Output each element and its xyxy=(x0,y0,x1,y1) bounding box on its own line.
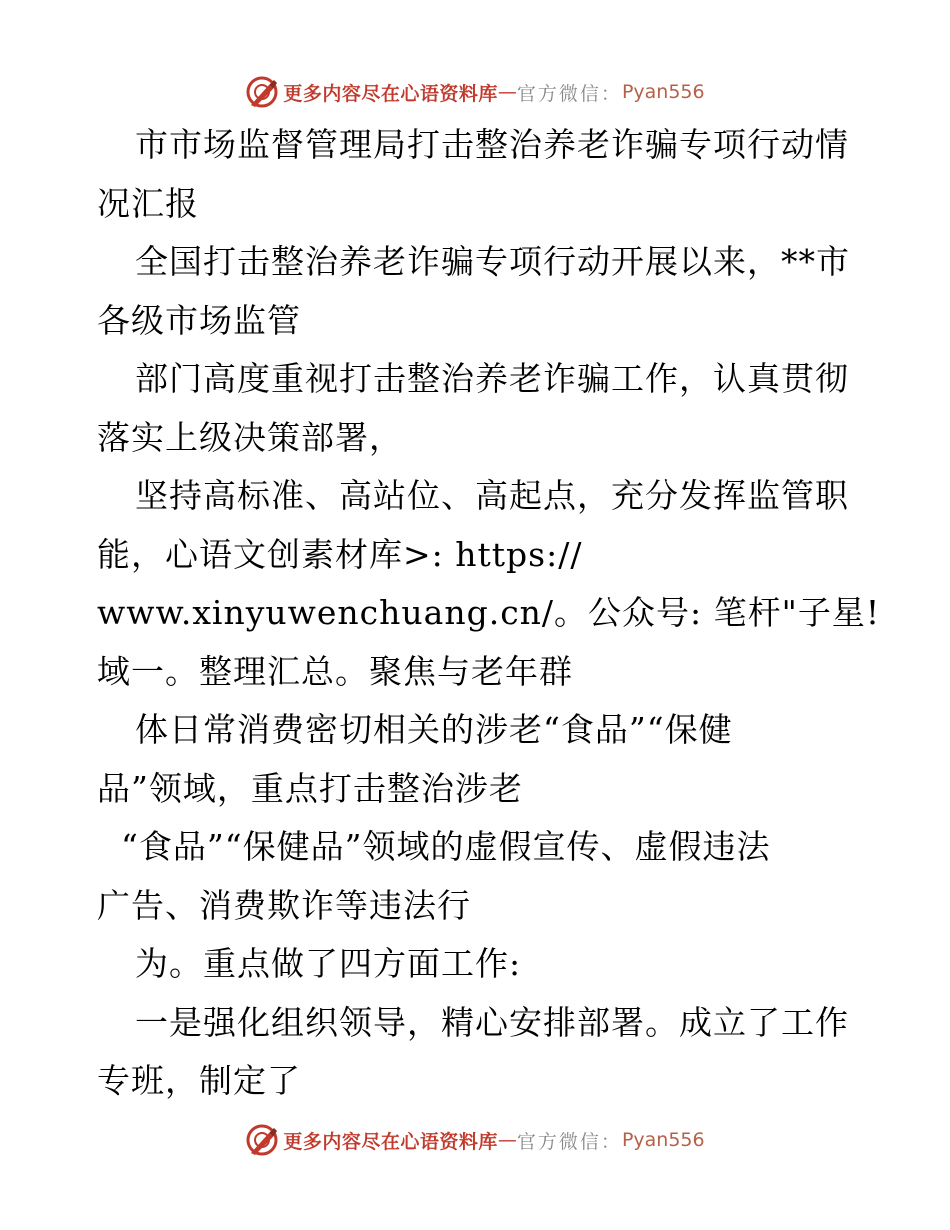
watermark-dash: — xyxy=(497,81,517,103)
doc-line-13: “食品”“保健品”领域的虚假宣传、虚假违法 xyxy=(121,827,771,866)
doc-line-12: 品”领域，重点打击整治涉老 xyxy=(97,768,523,808)
doc-line-15: 为。重点做了四方面工作: xyxy=(135,944,522,983)
doc-line-16: 一是强化组织领导，精心安排部署。成立了工作 xyxy=(135,1002,849,1042)
doc-line-5: 部门高度重视打击整治养老诈骗工作，认真贯彻 xyxy=(135,359,849,398)
doc-line-11: 体日常消费密切相关的涉老“食品”“保健 xyxy=(135,710,733,749)
doc-line-2: 况汇报 xyxy=(97,183,199,223)
watermark-official-label: 官方微信： xyxy=(516,1130,622,1153)
watermark-dash: — xyxy=(497,1129,517,1151)
document-body xyxy=(97,116,881,1111)
pen-logo-icon xyxy=(245,1123,279,1157)
header-watermark xyxy=(0,72,950,112)
pen-logo-icon xyxy=(245,75,279,109)
watermark-brand-text: 更多内容尽在心语资料库 xyxy=(283,1130,498,1153)
doc-line-4: 各级市场监管 xyxy=(97,300,301,340)
watermark-official-label: 官方微信： xyxy=(516,82,622,105)
watermark-wechat-id: Pyan556 xyxy=(621,81,705,103)
watermark-brand-text: 更多内容尽在心语资料库 xyxy=(283,82,498,105)
doc-line-9: www.xinyuwenchuang.cn/。公众号: 笔杆"子星! xyxy=(97,593,881,632)
doc-line-3: 全国打击整治养老诈骗专项行动开展以来，**市 xyxy=(135,242,850,281)
doc-line-7: 坚持高标准、高站位、高起点，充分发挥监管职 xyxy=(135,476,849,515)
doc-line-8: 能，心语文创素材库>: https:// xyxy=(97,534,583,574)
doc-line-17: 专班，制定了 xyxy=(97,1061,301,1100)
footer-watermark xyxy=(0,1120,950,1160)
doc-line-10: 域一。整理汇总。聚焦与老年群 xyxy=(97,651,573,691)
doc-line-1: 市市场监督管理局打击整治养老诈骗专项行动情 xyxy=(135,125,849,164)
doc-line-6: 落实上级决策部署， xyxy=(97,417,403,457)
watermark-wechat-id: Pyan556 xyxy=(621,1129,705,1151)
doc-line-14: 广告、消费欺诈等违法行 xyxy=(97,885,471,925)
